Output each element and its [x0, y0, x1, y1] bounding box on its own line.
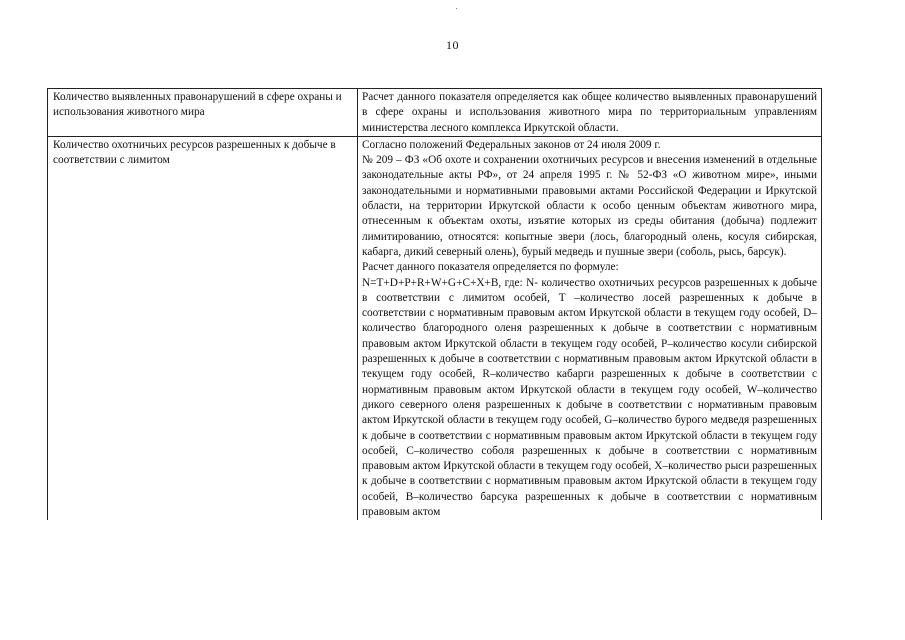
indicator-description-cell [358, 89, 822, 137]
indicator-name: Количество охотничьих ресурсов разрешенных к добыче в соответствии с лимитом [53, 138, 336, 167]
description-paragraph-formula-intro: Расчет данного показателя определяется по формуле: [362, 261, 619, 274]
table-row-hunting-resources [48, 136, 822, 520]
indicator-name: Количество выявленных правонарушений в сфере охраны и использования животного мира [53, 91, 342, 119]
indicator-name-cell [48, 136, 358, 520]
description-paragraph-species: № 209 – ФЗ «Об охоте и сохранении охотничьих ресурсов и внесения изменений в отдельные законодательные акты РФ», от 24 апреля 1995 г. № 52-ФЗ «О животном мире», иными законодательными и нормативными правовыми актами Российской Федерации и Иркутской области, на территории Иркутской области к особо ценным объектам животного мира, отнесенным к объектам охоты, изъятие которых из среды обитания (добыча) подлежит лимитированию, относятся: копытные звери (лось, благородный олень, косуля сибирская, кабарга, дикий северный олень), бурый медведь и пушные звери (соболь, рысь, барсук). [362, 154, 817, 258]
table-row-violations [48, 89, 822, 137]
indicator-table [47, 88, 822, 520]
description-paragraph-laws: Согласно положений Федеральных законов от 24 июля 2009 г. [362, 138, 661, 151]
description-paragraph-formula: N=T+D+P+R+W+G+C+X+B, где: N- количество охотничьих ресурсов разрешенных к добыче в соответствии с лимитом особей, T –количество лосей разрешенных к добыче в соответствии с нормативным правовым актом Иркутской области в текущем году особей, D–количество благородного оленя разрешенных к добыче в соответствии с нормативным правовым актом Иркутской области в текущем году особей, P–количество косули сибирской разрешенных к добыче в соответствии с нормативным правовым актом Иркутской области в текущем году особей, R–количество кабарги разрешенных к добыче в соответствии с нормативным правовым актом Иркутской области в текущем году особей, W–количество дикого северного оленя разрешенных к добыче в соответствии с нормативным правовым актом Иркутской области в текущем году особей, G–количество бурого медведя разрешенных к добыче в соответствии с нормативным правовым актом Иркутской области в текущем году особей, C–количество соболя разрешенных к добыче в соответствии с нормативным правовым актом Иркутской области в текущем году особей, X–количество рыси разрешенных к добыче в соответствии с нормативным правовым актом Иркутской области в текущем году особей, B–количество барсука разрешенных к добыче в соответствии с нормативным правовым актом [362, 276, 817, 519]
scan-speck [456, 8, 457, 9]
indicator-name-cell [48, 89, 358, 137]
indicator-description-cell [358, 136, 822, 520]
page-number: 10 [446, 38, 459, 52]
description-paragraph: Расчет данного показателя определяется как общее количество выявленных правонарушений в сфере охраны и использования животного мира по территориальным управлениям министерства лесного комплекса Иркутской области. [362, 91, 817, 134]
